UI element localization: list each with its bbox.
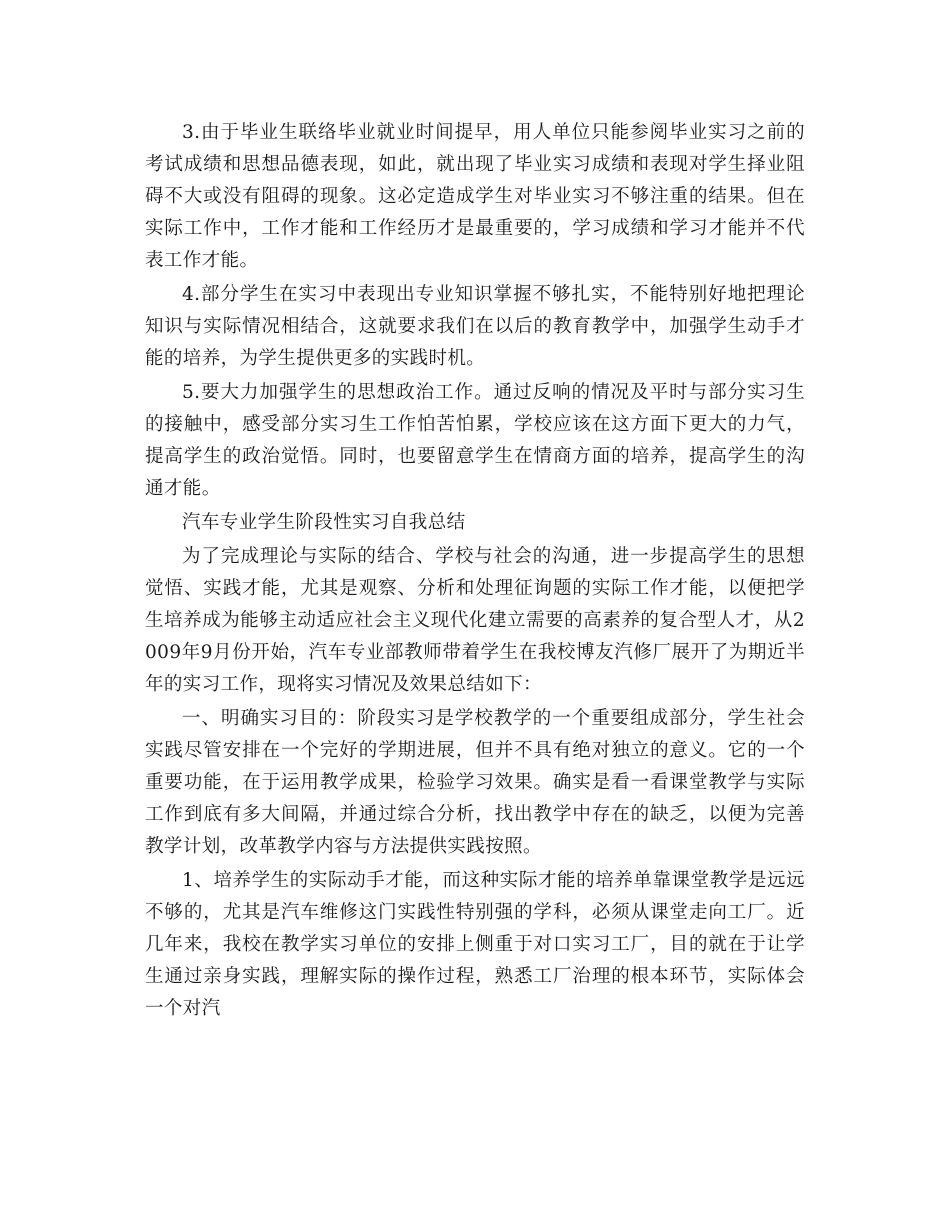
section-heading: 汽车专业学生阶段性实习自我总结 [182,512,466,533]
section-one-paragraph: 一、明确实习目的：阶段实习是学校教学的一个重要组成部分，学生社会实践尽管安排在一个完好的学期进展，但并不具有绝对独立的意义。它的一个重要功能，在于运用教学成果，检验学习效果。确实是看一看课堂教学与实际工作到底有多大间隔，并通过综合分析，找出教学中存在的缺乏，以便为完善教学计划，改革教学内容与方法提供实践按照。 [145,708,805,857]
paragraph-item-3: 3.由于毕业生联络毕业就业时间提早，用人单位只能参阅毕业实习之前的考试成绩和思想品德表现，如此，就出现了毕业实习成绩和表现对学生择业阻碍不大或没有阻碍的现象。这必定造成学生对毕业实习不够注重的结果。但在实际工作中，工作才能和工作经历才是最重要的，学习成绩和学习才能并不代表工作才能。 [145,122,805,271]
document-body [145,117,805,1025]
paragraph-item-4: 4.部分学生在实习中表现出专业知识掌握不够扎实，不能特别好地把理论知识与实际情况相结合，这就要求我们在以后的教育教学中，加强学生动手才能的培养，为学生提供更多的实践时机。 [145,284,805,369]
paragraph-item-5: 5.要大力加强学生的思想政治工作。通过反响的情况及平时与部分实习生的接触中，感受部分实习生工作怕苦怕累，学校应该在这方面下更大的力气，提高学生的政治觉悟。同时，也要留意学生在情商方面的培养，提高学生的沟通才能。 [145,382,805,499]
point-one-paragraph: 1、培养学生的实际动手才能，而这种实际才能的培养单靠课堂教学是远远不够的，尤其是汽车维修这门实践性特别强的学科，必须从课堂走向工厂。近几年来，我校在教学实习单位的安排上侧重于对口实习工厂，目的就在于让学生通过亲身实践，理解实际的操作过程，熟悉工厂治理的根本环节，实际体会一个对汽 [145,870,805,1019]
intro-paragraph: 为了完成理论与实际的结合、学校与社会的沟通，进一步提高学生的思想觉悟、实践才能，尤其是观察、分析和处理征询题的实际工作才能，以便把学生培养成为能够主动适应社会主义现代化建立需要的高素养的复合型人才，从2009年9月份开始，汽车专业部教师带着学生在我校博友汽修厂展开了为期近半年的实习工作，现将实习情况及效果总结如下： [145,546,805,695]
